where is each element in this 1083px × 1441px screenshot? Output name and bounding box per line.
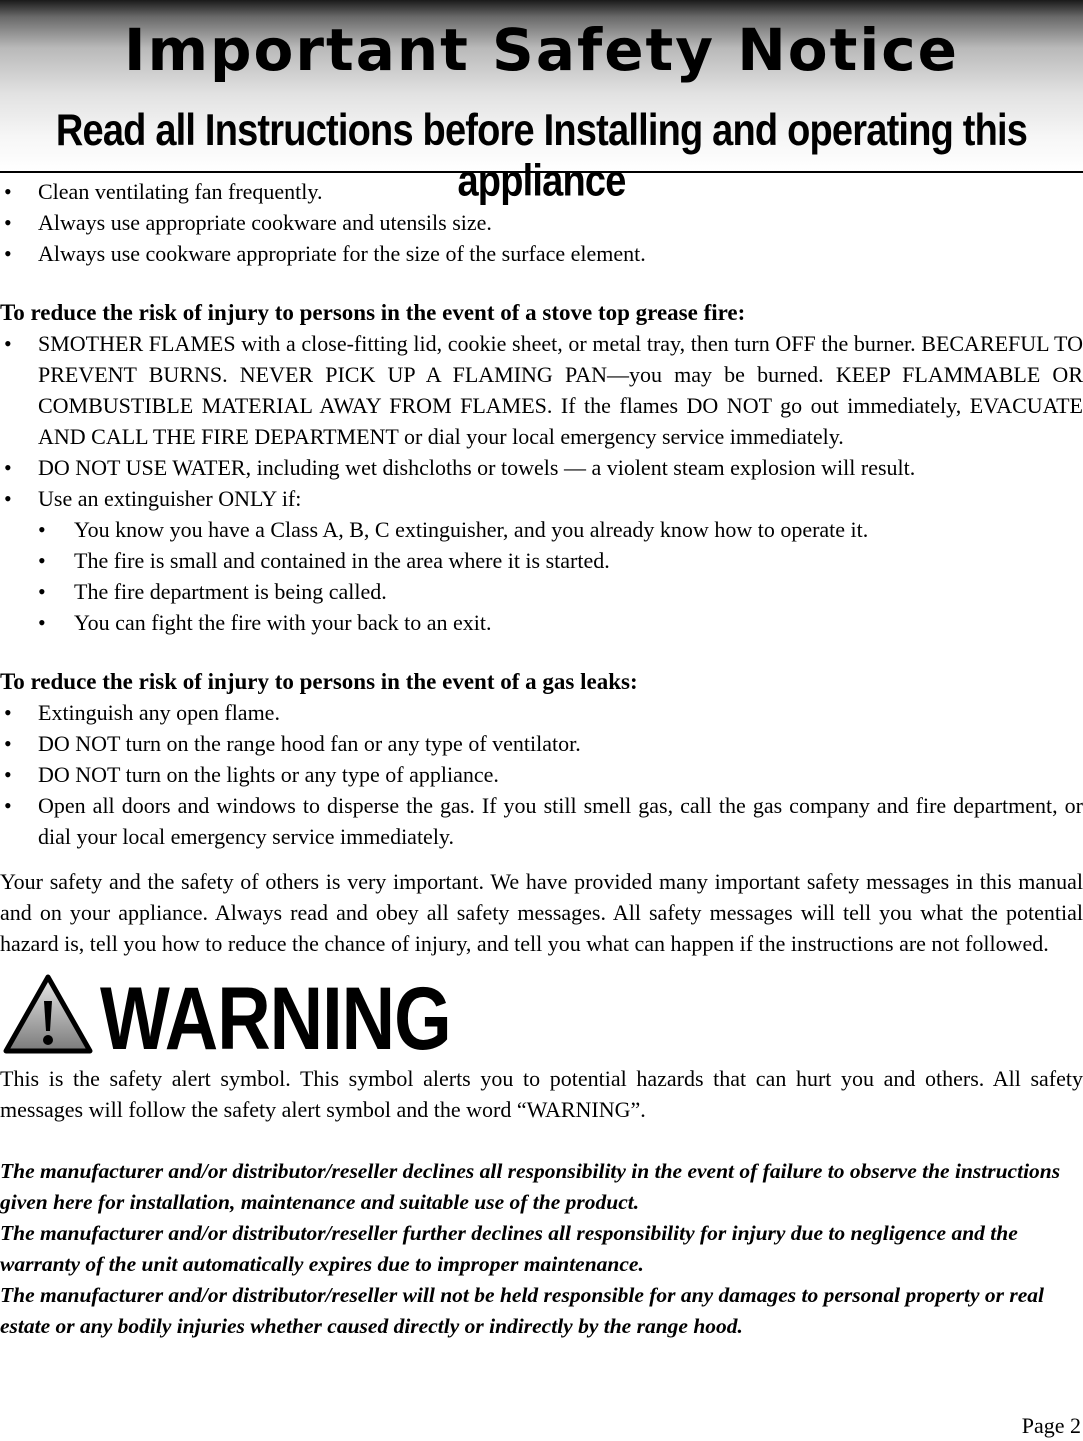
- warning-text: This is the safety alert symbol. This symbol alerts you to potential hazards that can hurt you and others. All safety messages will follow the safety alert symbol and the word “WARNING”.: [0, 1066, 1083, 1122]
- gas-leak-heading: To reduce the risk of injury to persons in the event of a gas leaks:: [0, 669, 638, 694]
- disclaimer-2: The manufacturer and/or distributor/reseller further declines all responsibility for injury due to negligence and the warranty of the unit automatically expires due to improper maintenance.: [0, 1221, 1018, 1276]
- grease-fire-heading: To reduce the risk of injury to persons in the event of a stove top grease fire:: [0, 300, 746, 325]
- list-item: • DO NOT USE WATER, including wet dishcloths or towels — a violent steam explosion will result.: [0, 452, 1083, 483]
- list-item: • Always use cookware appropriate for the size of the surface element.: [0, 238, 1083, 269]
- disclaimer-1: The manufacturer and/or distributor/reseller declines all responsibility in the event of failure to observe the instructions given here for installation, maintenance and suitable use of the product.: [0, 1159, 1061, 1214]
- list-item: • SMOTHER FLAMES with a close-fitting lid, cookie sheet, or metal tray, then turn OFF the burner. BECAREFUL TO PREVENT BURNS. NEVER PICK UP A FLAMING PAN—you may be burned. KEEP FLAMMABLE OR COMBUSTIBLE MATERIAL AWAY FROM FLAMES. If the flames DO NOT go out immediately, EVACUATE AND CALL THE FIRE DEPARTMENT or dial your local emergency service immediately.: [0, 328, 1083, 452]
- gas-leak-list: [0, 697, 1083, 852]
- safety-paragraph: Your safety and the safety of others is very important. We have provided many important safety messages in this manual and on your appliance. Always read and obey all safety messages. All safety messages will tell you what the potential hazard is, tell you how to reduce the chance of injury, and tell you what can happen if the instructions are not followed.: [0, 869, 1083, 956]
- grease-fire-list: [0, 328, 1083, 514]
- intro-list: [0, 176, 1083, 269]
- document-body: [0, 176, 1083, 1342]
- list-item: • You know you have a Class A, B, C extinguisher, and you already know how to operate it.: [0, 514, 1083, 545]
- page-title: Important Safety Notice: [124, 16, 959, 84]
- list-item: • Open all doors and windows to disperse the gas. If you still smell gas, call the gas company and fire department, or dial your local emergency service immediately.: [0, 790, 1083, 852]
- warning-banner: [0, 968, 1083, 1069]
- list-item: • Always use appropriate cookware and utensils size.: [0, 207, 1083, 238]
- list-item: • Clean ventilating fan frequently.: [0, 176, 1083, 207]
- extinguisher-conditions-list: [0, 514, 1083, 638]
- warning-triangle-icon: [2, 973, 94, 1055]
- list-item: • You can fight the fire with your back to an exit.: [0, 607, 1083, 638]
- list-item: • Use an extinguisher ONLY if:: [0, 483, 1083, 514]
- page-subtitle: Read all Instructions before Installing and operating this appliance: [55, 106, 1028, 207]
- list-item: • Extinguish any open flame.: [0, 697, 1083, 728]
- list-item: • The fire is small and contained in the area where it is started.: [0, 545, 1083, 576]
- disclaimer-3: The manufacturer and/or distributor/reseller will not be held responsible for any damages to personal property or real estate or any bodily injuries whether caused directly or indirectly by the range hood.: [0, 1283, 1045, 1338]
- page-number: Page 2: [1021, 1413, 1081, 1438]
- warning-word: WARNING: [100, 968, 451, 1069]
- list-item: • DO NOT turn on the range hood fan or any type of ventilator.: [0, 728, 1083, 759]
- list-item: • The fire department is being called.: [0, 576, 1083, 607]
- list-item: • DO NOT turn on the lights or any type of appliance.: [0, 759, 1083, 790]
